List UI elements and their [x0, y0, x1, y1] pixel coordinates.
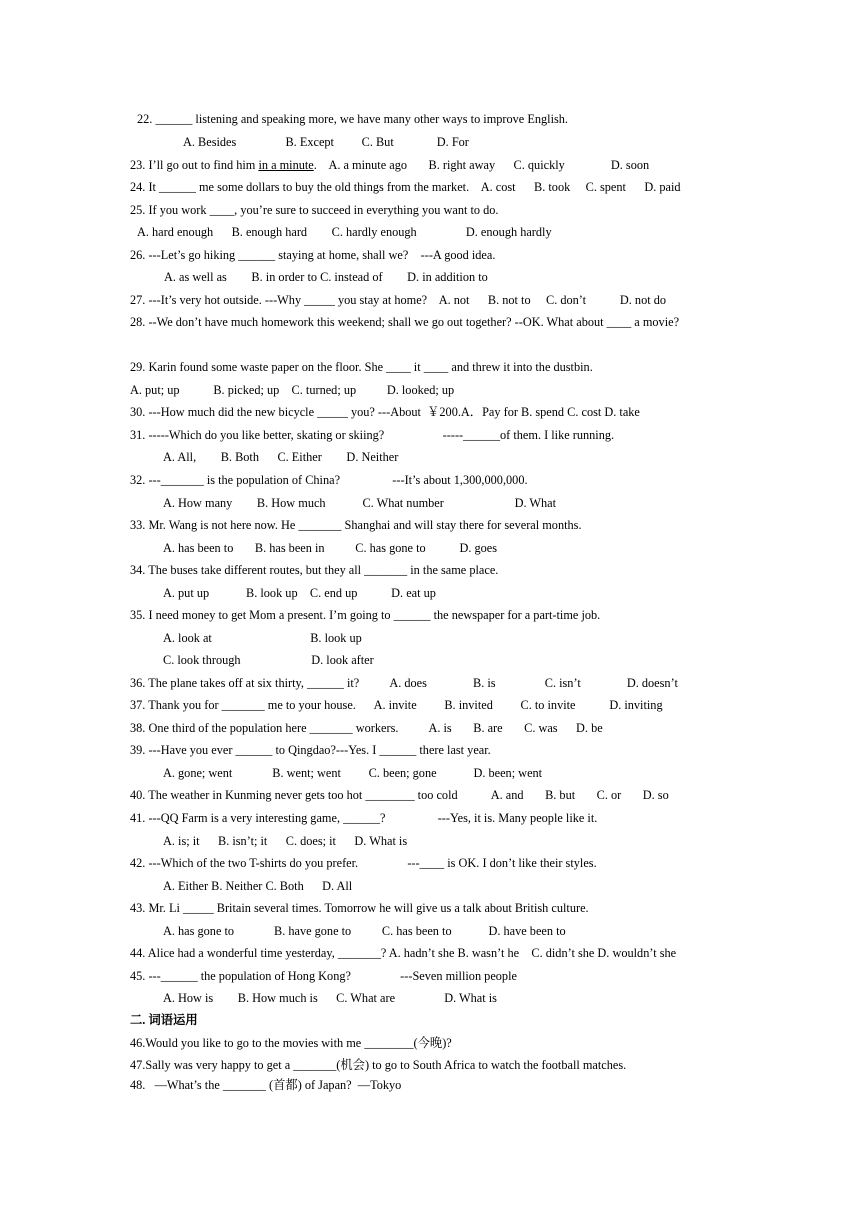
question-44: 44. Alice had a wonderful time yesterday, _______? A. hadn’t she B. wasn’t he C. didn’t she D. wouldn’t she: [130, 946, 677, 960]
options-45: A. How is B. How much is C. What are D. What is: [163, 991, 497, 1005]
question-24: 24. It ______ me some dollars to buy the old things from the market. A. cost B. took C. spent D. paid: [130, 180, 681, 194]
question-33: 33. Mr. Wang is not here now. He _______ Shanghai and will stay there for several months.: [130, 518, 582, 532]
options-25: A. hard enough B. enough hard C. hardly enough D. enough hardly: [137, 225, 552, 239]
question-28: 28. --We don’t have much homework this weekend; shall we go out together? --OK. What about ____ a movie?: [130, 315, 680, 329]
options-35-row1: A. look at B. look up: [163, 631, 362, 645]
question-27: 27. ---It’s very hot outside. ---Why _____ you stay at home? A. not B. not to C. don’t D. not do: [130, 293, 667, 307]
question-39: 39. ---Have you ever ______ to Qingdao?---Yes. I ______ there last year.: [130, 743, 491, 757]
question-23: 23. I’ll go out to find him in a minute. A. a minute ago B. right away C. quickly D. soon: [130, 158, 650, 172]
question-40: 40. The weather in Kunming never gets too hot ________ too cold A. and B. but C. or D. so: [130, 788, 669, 802]
question-48: 48. —What’s the _______ (首都) of Japan? —Tokyo: [130, 1078, 402, 1092]
options-41: A. is; it B. isn’t; it C. does; it D. What is: [163, 834, 408, 848]
question-41: 41. ---QQ Farm is a very interesting game, ______? ---Yes, it is. Many people like it.: [130, 811, 598, 825]
question-47: 47.Sally was very happy to get a _______(机会) to go to South Africa to watch the football matches.: [130, 1058, 627, 1072]
question-37: 37. Thank you for _______ me to your house. A. invite B. invited C. to invite D. inviting: [130, 698, 663, 712]
question-31: 31. -----Which do you like better, skating or skiing? -----______of them. I like running.: [130, 428, 615, 442]
question-38: 38. One third of the population here _______ workers. A. is B. are C. was D. be: [130, 721, 603, 735]
options-22: A. Besides B. Except C. But D. For: [183, 135, 469, 149]
question-26: 26. ---Let’s go hiking ______ staying at home, shall we? ---A good idea.: [130, 248, 496, 262]
question-46: 46.Would you like to go to the movies with me ________(今晚)?: [130, 1036, 452, 1050]
question-30: 30. ---How much did the new bicycle _____ you? ---About ￥200.A．Pay for B. spend C. cost D. take: [130, 405, 640, 419]
question-34: 34. The buses take different routes, but they all _______ in the same place.: [130, 563, 499, 577]
options-32: A. How many B. How much C. What number D. What: [163, 496, 557, 510]
options-42: A. Either B. Neither C. Both D. All: [163, 879, 353, 893]
question-22: 22. ______ listening and speaking more, we have many other ways to improve English.: [137, 112, 568, 126]
question-43: 43. Mr. Li _____ Britain several times. Tomorrow he will give us a talk about British culture.: [130, 901, 589, 915]
options-31: A. All, B. Both C. Either D. Neither: [163, 450, 399, 464]
question-45: 45. ---______ the population of Hong Kong? ---Seven million people: [130, 969, 517, 983]
question-35: 35. I need money to get Mom a present. I’m going to ______ the newspaper for a part-time job.: [130, 608, 601, 622]
options-33: A. has been to B. has been in C. has gone to D. goes: [163, 541, 498, 555]
question-29: 29. Karin found some waste paper on the floor. She ____ it ____ and threw it into the dustbin.: [130, 360, 593, 374]
options-34: A. put up B. look up C. end up D. eat up: [163, 586, 436, 600]
section-heading: 二. 词语运用: [130, 1013, 198, 1027]
options-35-row2: C. look through D. look after: [163, 653, 374, 667]
options-43: A. has gone to B. have gone to C. has been to D. have been to: [163, 924, 566, 938]
options-29: A. put; up B. picked; up C. turned; up D. looked; up: [130, 383, 455, 397]
question-32: 32. ---_______ is the population of China? ---It’s about 1,300,000,000.: [130, 473, 528, 487]
options-39: A. gone; went B. went; went C. been; gone D. been; went: [163, 766, 543, 780]
options-26: A. as well as B. in order to C. instead of D. in addition to: [164, 270, 488, 284]
question-42: 42. ---Which of the two T-shirts do you prefer. ---____ is OK. I don’t like their styles.: [130, 856, 597, 870]
question-25: 25. If you work ____, you’re sure to succeed in everything you want to do.: [130, 203, 499, 217]
underlined-phrase: in a minute: [258, 158, 314, 172]
question-36: 36. The plane takes off at six thirty, ______ it? A. does B. is C. isn’t D. doesn’t: [130, 676, 678, 690]
